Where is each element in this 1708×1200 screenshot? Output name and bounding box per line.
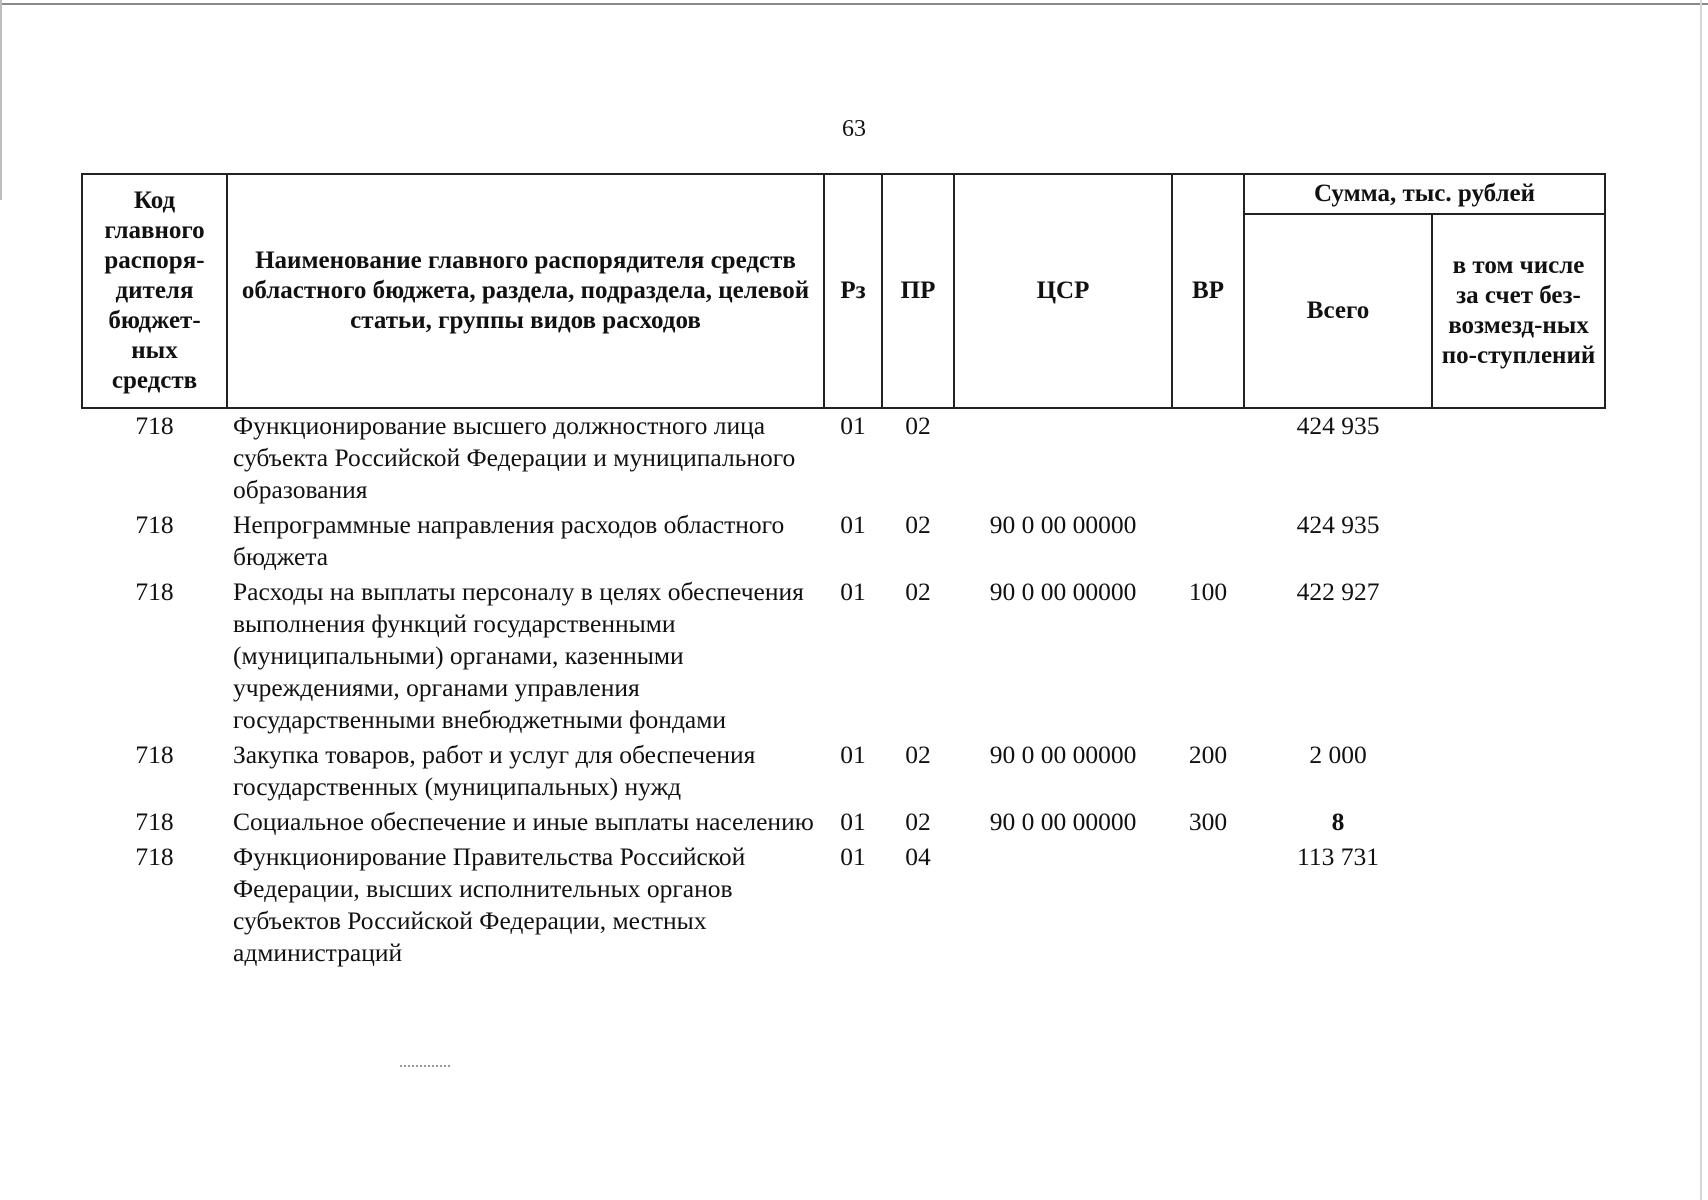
cell-code: 718 [135, 740, 174, 769]
cell-gratuitous [1432, 575, 1605, 738]
budget-table [81, 173, 1606, 971]
cell-vr: 100 [1188, 577, 1228, 606]
cell-vr: 200 [1188, 740, 1228, 769]
table-body [82, 408, 1605, 971]
header-csr: ЦСР [954, 174, 1172, 408]
cell-gratuitous [1432, 408, 1605, 508]
cell-total: 8 [1331, 807, 1345, 836]
cell-csr: 90 0 00 00000 [989, 577, 1137, 606]
cell-total: 424 935 [1296, 411, 1380, 440]
cell-total: 2 000 [1309, 740, 1367, 769]
cell-pr: 02 [905, 740, 931, 769]
header-name: Наименование главного распорядителя средств областного бюджета, раздела, подраздела, целевой статьи, группы видов расходов [227, 174, 824, 408]
cell-vr: 300 [1188, 807, 1228, 836]
cell-name: Социальное обеспечение и иные выплаты населению [233, 807, 814, 836]
cell-name: Функционирование высшего должностного лица субъекта Российской Федерации и муниципального образования [233, 411, 796, 504]
header-sum: Сумма, тыс. рублей [1244, 174, 1605, 214]
table-row [82, 408, 1605, 508]
scan-smudge [400, 1065, 450, 1069]
table-header [82, 174, 1605, 408]
cell-total: 424 935 [1296, 510, 1380, 539]
cell-csr: 90 0 00 00000 [989, 740, 1137, 769]
cell-pr: 02 [905, 807, 931, 836]
cell-csr: 90 0 00 00000 [989, 807, 1137, 836]
cell-csr [954, 408, 1172, 508]
cell-rz: 01 [840, 842, 866, 871]
cell-vr [1172, 408, 1244, 508]
table-row [82, 840, 1605, 971]
table-row [82, 508, 1605, 575]
table-row [82, 738, 1605, 805]
cell-gratuitous [1432, 508, 1605, 575]
cell-rz: 01 [840, 807, 866, 836]
header-gratuitous: в том числе за счет без-возмезд-ных по-ступлений [1432, 214, 1605, 408]
cell-name: Непрограммные направления расходов областного бюджета [233, 510, 785, 571]
page-number: 63 [842, 116, 866, 142]
cell-pr: 02 [905, 577, 931, 606]
header-pr: ПР [882, 174, 954, 408]
cell-gratuitous [1432, 805, 1605, 840]
cell-code: 718 [135, 411, 174, 440]
cell-pr: 02 [905, 411, 931, 440]
cell-vr [1172, 840, 1244, 971]
scan-edge-right [1700, 0, 1702, 1200]
header-vr: ВР [1172, 174, 1244, 408]
cell-name: Функционирование Правительства Российской Федерации, высших исполнительных органов субъектов Российской Федерации, местных администраций [233, 842, 746, 967]
cell-pr: 04 [905, 842, 931, 871]
cell-name: Расходы на выплаты персоналу в целях обеспечения выполнения функций государственными (муниципальными) органами, казенными учреждениями, органами управления государственными внебюджетными фондами [233, 577, 804, 734]
cell-csr: 90 0 00 00000 [989, 510, 1137, 539]
cell-code: 718 [135, 842, 174, 871]
cell-pr: 02 [905, 510, 931, 539]
header-code: Код главного распоря-дителя бюджет-ных средств [82, 174, 227, 408]
cell-total: 422 927 [1296, 577, 1380, 606]
cell-rz: 01 [840, 411, 866, 440]
cell-gratuitous [1432, 840, 1605, 971]
cell-rz: 01 [840, 510, 866, 539]
table-row [82, 805, 1605, 840]
scan-edge-top [0, 3, 1708, 5]
cell-code: 718 [135, 807, 174, 836]
cell-code: 718 [135, 510, 174, 539]
cell-total: 113 731 [1297, 842, 1379, 871]
cell-rz: 01 [840, 577, 866, 606]
cell-rz: 01 [840, 740, 866, 769]
cell-vr [1172, 508, 1244, 575]
cell-csr [954, 840, 1172, 971]
cell-name: Закупка товаров, работ и услуг для обеспечения государственных (муниципальных) нужд [233, 740, 756, 801]
cell-code: 718 [135, 577, 174, 606]
table-row [82, 575, 1605, 738]
cell-gratuitous [1432, 738, 1605, 805]
header-rz: Рз [824, 174, 882, 408]
header-total: Всего [1244, 214, 1432, 408]
scan-edge-left [0, 0, 2, 200]
